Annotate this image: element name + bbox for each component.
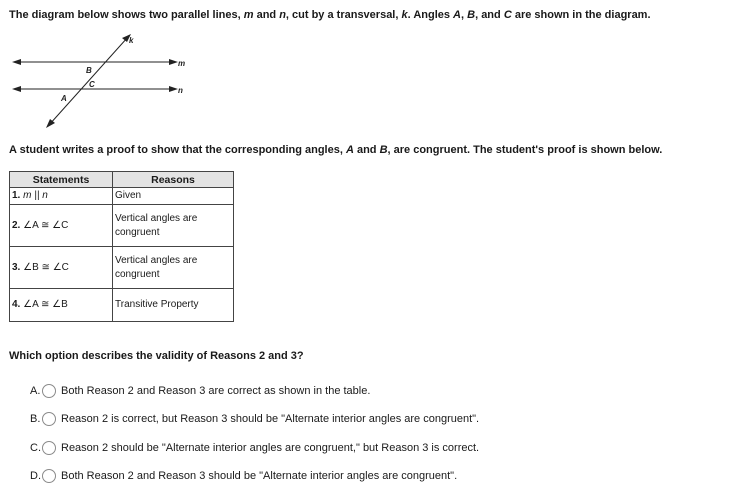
option-c[interactable]	[30, 440, 479, 456]
statement-number: 2.	[12, 219, 21, 231]
label-n: n	[178, 86, 183, 95]
reason-cell: Transitive Property	[113, 289, 234, 322]
intro-part: The diagram below shows two parallel lines,	[9, 9, 244, 21]
intro-var-a: A	[453, 9, 461, 21]
table-row	[10, 188, 234, 205]
radio-button[interactable]	[42, 441, 56, 455]
option-text: Reason 2 is correct, but Reason 3 should be "Alternate interior angles are congruent".	[61, 413, 480, 425]
radio-button[interactable]	[42, 412, 56, 426]
proof-intro-var-b: B	[379, 144, 388, 156]
intro-part: are shown in the diagram.	[511, 9, 651, 21]
reason-cell: Given	[113, 188, 234, 205]
intro-part: . Angles	[407, 9, 454, 21]
label-a: A	[61, 94, 67, 103]
intro-part: , cut by a transversal,	[285, 9, 402, 21]
intro-var-c: C	[503, 9, 512, 21]
statement-text: ∠A ≅ ∠C	[23, 219, 69, 231]
option-letter: B.	[30, 413, 41, 425]
intro-var-m: m	[243, 9, 254, 21]
statement-cell	[10, 205, 113, 247]
statement-number: 3.	[12, 261, 21, 273]
radio-button[interactable]	[42, 469, 56, 483]
statement-cell	[10, 247, 113, 289]
parallel-lines-diagram	[6, 30, 196, 130]
label-k: k	[129, 36, 134, 45]
table-row	[10, 247, 234, 289]
header-statements: Statements	[10, 172, 113, 188]
option-text: Both Reason 2 and Reason 3 should be "Alternate interior angles are congruent".	[61, 470, 458, 482]
arrowhead-m-left	[12, 59, 21, 65]
option-d[interactable]	[30, 468, 457, 484]
table-row	[10, 289, 234, 322]
header-reasons: Reasons	[113, 172, 234, 188]
intro-var-b: B	[467, 9, 476, 21]
proof-intro-var-a: A	[345, 144, 354, 156]
option-letter: C.	[30, 442, 41, 454]
intro-part: , and	[475, 9, 504, 21]
statement-cell	[10, 188, 113, 205]
option-letter: D.	[30, 470, 41, 482]
option-a[interactable]	[30, 383, 370, 399]
arrowhead-m-right	[169, 59, 178, 65]
proof-intro-part: , are congruent. The student's proof is shown below.	[387, 144, 663, 156]
proof-table	[9, 171, 234, 322]
radio-button[interactable]	[42, 384, 56, 398]
option-text: Both Reason 2 and Reason 3 are correct as shown in the table.	[61, 385, 371, 397]
proof-intro-part: and	[353, 144, 380, 156]
option-letter: A.	[30, 385, 41, 397]
statement-text: m || n	[23, 190, 48, 201]
intro-var-n: n	[279, 9, 286, 21]
proof-intro-text	[9, 144, 662, 156]
option-text: Reason 2 should be "Alternate interior angles are congruent," but Reason 3 is correct.	[61, 442, 480, 454]
arrowhead-n-left	[12, 86, 21, 92]
table-row	[10, 205, 234, 247]
table-header-row	[10, 172, 234, 188]
question-text: Which option describes the validity of Reasons 2 and 3?	[9, 350, 304, 362]
proof-intro-part: A student writes a proof to show that the corresponding angles,	[9, 144, 346, 156]
arrowhead-n-right	[169, 86, 178, 92]
option-b[interactable]	[30, 411, 479, 427]
reason-cell: Vertical angles are congruent	[113, 247, 234, 289]
intro-text	[9, 9, 651, 21]
intro-part: and	[253, 9, 280, 21]
label-b: B	[86, 66, 92, 75]
statement-text: ∠A ≅ ∠B	[23, 299, 68, 310]
statement-cell	[10, 289, 113, 322]
statement-text: ∠B ≅ ∠C	[23, 261, 69, 273]
statement-number: 4.	[12, 299, 21, 310]
label-m: m	[178, 59, 186, 68]
statement-number: 1.	[12, 190, 21, 201]
label-c: C	[89, 80, 95, 89]
intro-part: ,	[461, 9, 468, 21]
reason-cell: Vertical angles are congruent	[113, 205, 234, 247]
intro-var-k: k	[401, 9, 408, 21]
